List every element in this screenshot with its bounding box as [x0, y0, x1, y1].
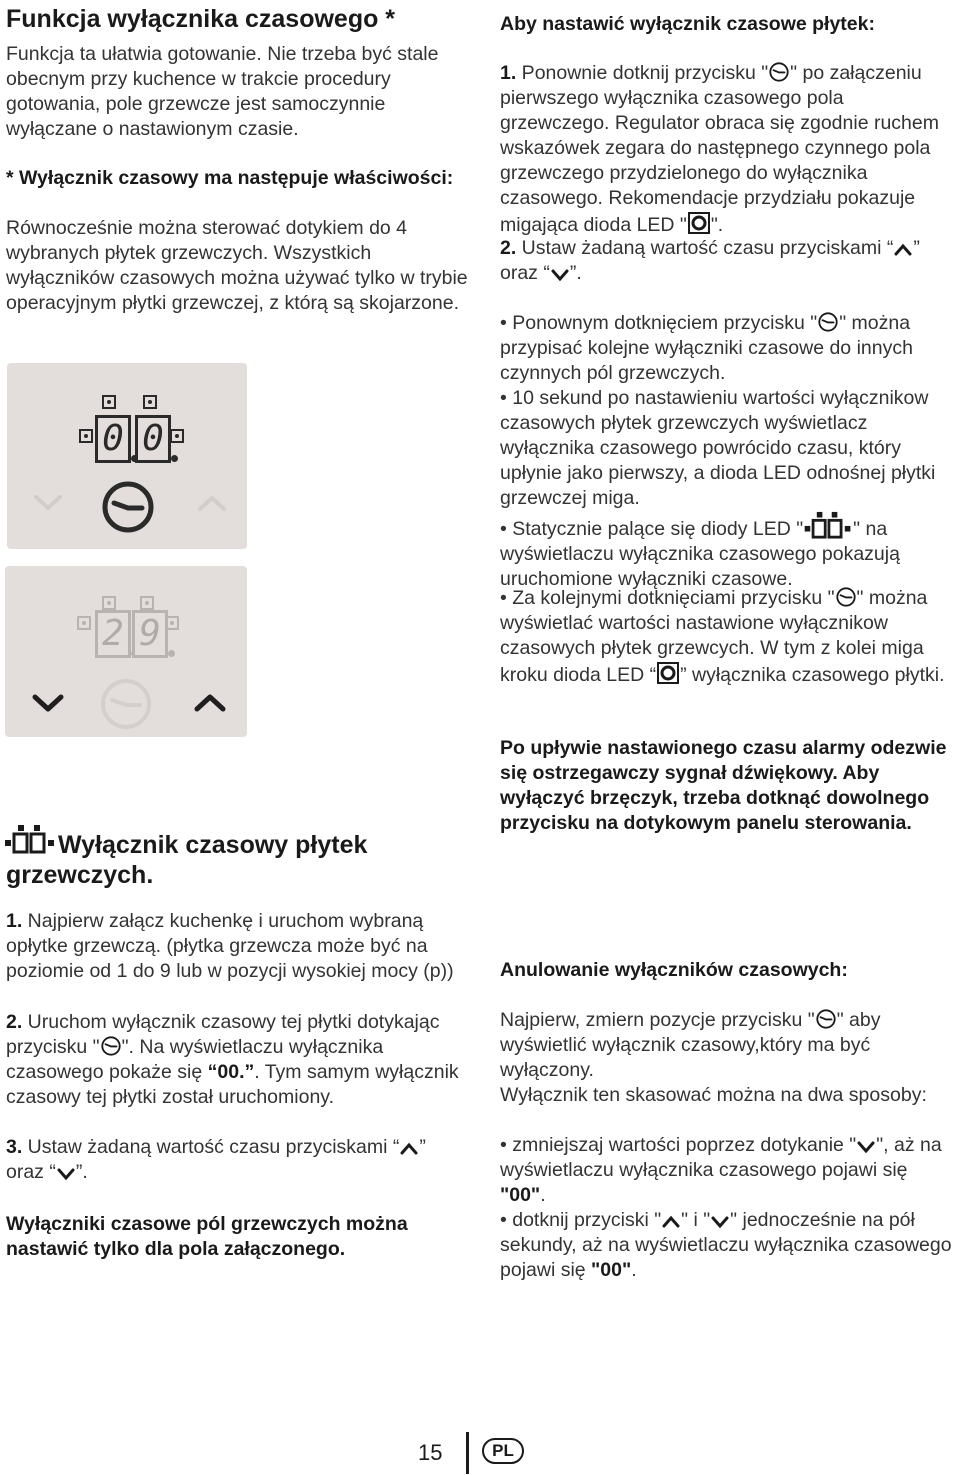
bullet-static-leds	[500, 511, 956, 592]
bullet-next-touches	[500, 586, 956, 688]
chevron-down-icon	[33, 493, 63, 513]
section-title-cooktop-timer: Wyłącznik czasowy płytek grzewczych.	[6, 831, 368, 889]
led-indicator	[143, 395, 157, 409]
timer-button-icon	[98, 676, 154, 732]
alarm-paragraph: Po upływie nastawionego czasu alarmy odezwie się ostrzegawczy sygnał dźwiękowy. Aby wyłączyć brzęczyk, trzeba dotknąć dowolnego przycisku na dotykowym panelu sterowania.	[500, 737, 947, 834]
setting-heading: Aby nastawić wyłącznik czasowe płytek:	[500, 13, 875, 35]
step-text: Najpierw załącz kuchenkę i uruchom wybraną opłytke grzewczą. (płytka grzewcza może być na poziomie od 1 do 9 lub w pozycji wysokiej mocy (p))	[6, 910, 454, 982]
digit-display	[95, 610, 131, 658]
step-text: Ponownie dotknij przycisku "	[516, 62, 769, 84]
digit-display	[135, 415, 171, 463]
digit-display	[132, 610, 168, 658]
bullet-text: " można wyświetlać wartości nastawione wyłącznikow czasowych płytek grzewcych. W tym z kolei miga kroku dioda LED “	[500, 587, 928, 686]
section-title-timer: Funkcja wyłącznika czasowego *	[6, 5, 396, 33]
step-1	[6, 909, 468, 984]
led-indicator	[170, 429, 184, 443]
right-step-2	[500, 236, 956, 286]
led-indicator	[102, 395, 116, 409]
intro-paragraph: Funkcja ta ułatwia gotowanie. Nie trzeba być stale obecnym przy kuchence w trakcie procedury gotowania, pole grzewcze jest samoczynnie wyłączane o nastawionym czasie.	[6, 43, 439, 140]
chevron-up-icon	[197, 493, 227, 513]
digit-value: 9	[139, 613, 161, 654]
step-text: ". Na wyświetlaczu wyłącznika czasowego pokaże się	[6, 1036, 384, 1083]
bullet-text: " na wyświetlaczu wyłącznika czasowego pokazują uruchomione wyłączniki czasowe.	[500, 518, 900, 590]
right-step-1	[500, 61, 956, 238]
language-badge: PL	[482, 1438, 524, 1464]
digit-value: 0	[142, 418, 164, 459]
step-text: ”.	[75, 1161, 88, 1183]
cancel-text: ", aż na wyświetlaczu wyłącznika czasowego pojawi się	[500, 1134, 942, 1181]
cancel-text: • zmniejszaj wartości poprzez dotykanie "	[500, 1134, 857, 1156]
cancel-bullet-both-buttons	[500, 1208, 956, 1283]
cancel-text: • dotknij przyciski "	[500, 1209, 662, 1231]
properties-text: Równocześnie można sterować dotykiem do 4 wybranych płytek grzewczych. Wszystkich wyłączników czasowych można używać tylko w trybie operacyjnym płytki grzewczej, z którą są skojarzone.	[6, 217, 468, 314]
step-text: Ustaw żadaną wartość czasu przyciskami “	[516, 237, 894, 259]
step-text: ” oraz “	[500, 237, 920, 284]
timer-icon	[768, 61, 790, 83]
step-3	[6, 1135, 468, 1185]
footer-divider	[466, 1432, 469, 1474]
led-indicator	[102, 596, 116, 610]
decimal-dot	[171, 455, 178, 462]
step-text: Uruchom wyłącznik czasowy tej płytki dotykając przycisku "	[6, 1011, 440, 1058]
led-indicator	[79, 429, 93, 443]
digit-display	[95, 415, 131, 463]
cancel-text: Najpierw, zmiern pozycje przycisku "	[500, 1009, 815, 1031]
step-text: . Tym samym wyłącznik czasowy tej płytki został uruchomiony.	[6, 1061, 459, 1108]
properties-heading: * Wyłącznik czasowy ma następuje właściwości:	[6, 167, 454, 189]
bullet-reassign	[500, 311, 956, 386]
cancel-bullet-decrease	[500, 1133, 956, 1208]
timer-icon	[817, 311, 839, 333]
led-icon	[687, 211, 711, 235]
note-paragraph: Wyłączniki czasowe pól grzewczych można nastawić tylko dla pola załączonego.	[6, 1213, 408, 1260]
chevron-down-icon	[710, 1214, 730, 1230]
display-value: "00"	[591, 1259, 632, 1281]
chevron-up-icon	[893, 242, 913, 258]
display-value: "00"	[500, 1184, 541, 1206]
led-indicator	[77, 616, 91, 630]
bullet-text: • Za kolejnymi dotknięciami przycisku "	[500, 587, 835, 609]
digit-value: 0	[102, 418, 124, 459]
page-number: 15	[418, 1440, 443, 1465]
chevron-down-icon	[550, 267, 570, 283]
led-pair-icon	[803, 511, 853, 539]
led-icon	[656, 661, 680, 685]
chevron-up-icon	[399, 1141, 419, 1157]
led-indicator	[140, 596, 154, 610]
bullet-text: ” wyłącznika czasowego płytki.	[680, 664, 945, 686]
cancel-heading: Anulowanie wyłączników czasowych:	[500, 959, 848, 981]
step-text: ”.	[569, 262, 582, 284]
step-number: 2.	[6, 1011, 23, 1033]
cancel-ways: Wyłącznik ten skasować można na dwa sposoby:	[500, 1084, 927, 1106]
timer-button-icon	[100, 479, 156, 535]
step-text: ” oraz “	[6, 1136, 426, 1183]
timer-icon	[100, 1035, 122, 1057]
step-2	[6, 1010, 468, 1110]
step-number: 2.	[500, 237, 517, 259]
step-text: ".	[710, 214, 724, 236]
chevron-up-icon	[193, 692, 227, 714]
bullet-text: " można przypisać kolejne wyłączniki czasowe do innych czynnych pól grzewczych.	[500, 312, 913, 384]
step-text: Ustaw żadaną wartość czasu przyciskami “	[22, 1136, 400, 1158]
cancel-text: .	[631, 1259, 637, 1281]
step-number: 1.	[500, 62, 517, 84]
step-number: 1.	[6, 910, 23, 932]
cancel-text: " jednocześnie na pół sekundy, aż na wyświetlaczu wyłącznika czasowego pojawi się	[500, 1209, 952, 1281]
control-panel-illustration-2	[5, 566, 247, 737]
timer-icon	[815, 1008, 837, 1030]
chevron-down-icon	[56, 1166, 76, 1182]
cancel-text: .	[540, 1184, 546, 1206]
cancel-text: " i "	[681, 1209, 711, 1231]
cancel-step-1	[500, 1008, 956, 1083]
bullet-10-seconds: • 10 sekund po nastawieniu wartości wyłącznikow czasowych płytek grzewczych wyświetlacz wyłącznika czasowego powrócido czasu, który upłynie jako pierwszy, a dioda LED odnośnej płytki grzewczej miga.	[500, 387, 936, 509]
display-value: “00.”	[207, 1061, 255, 1083]
decimal-dot	[168, 650, 175, 657]
digit-value: 2	[102, 613, 124, 654]
chevron-up-icon	[661, 1214, 681, 1230]
step-number: 3.	[6, 1136, 23, 1158]
bullet-text: • Statycznie palące się diody LED "	[500, 518, 804, 540]
chevron-down-icon	[31, 692, 65, 714]
step-text: " po załączeniu pierwszego wyłącznika czasowego pola grzewczego. Regulator obraca się zgodnie ruchem wskazówek zegara do następnego czynnego pola grzewczego przydzielonego do wyłącznika czasowego. Rekomendacje przydziału pokazuje migająca dioda LED "	[500, 62, 939, 236]
chevron-down-icon	[856, 1139, 876, 1155]
control-panel-illustration-1	[7, 363, 247, 549]
cancel-text: " aby wyświetlić wyłącznik czasowy,który ma być wyłączony.	[500, 1009, 881, 1081]
bullet-text: • Ponownym dotknięciem przycisku "	[500, 312, 818, 334]
timer-icon	[835, 586, 857, 608]
